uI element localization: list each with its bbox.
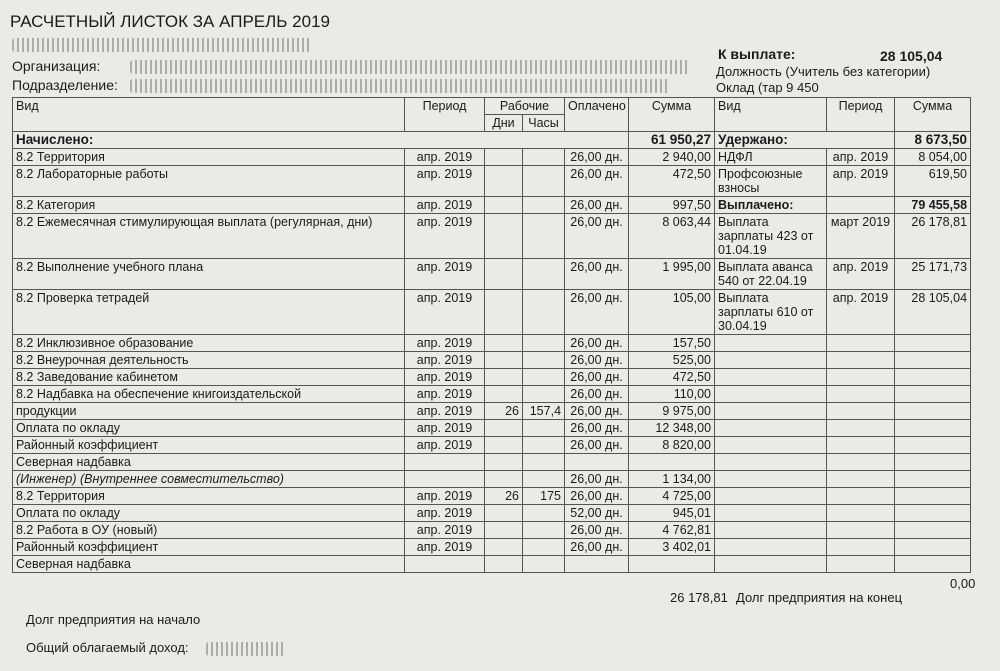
row-paid: 26,00 дн. bbox=[565, 259, 629, 290]
row-period: апр. 2019 bbox=[405, 259, 485, 290]
right-row-empty bbox=[827, 197, 895, 214]
col-sum: Сумма bbox=[629, 98, 715, 132]
right-row-empty bbox=[895, 522, 971, 539]
payslip-title: РАСЧЕТНЫЙ ЛИСТОК ЗА АПРЕЛЬ 2019 bbox=[10, 12, 330, 31]
row-days bbox=[485, 505, 523, 522]
right-row-sum: 28 105,04 bbox=[895, 290, 971, 335]
row-name: 8.2 Территория bbox=[13, 149, 405, 166]
row-hours bbox=[523, 149, 565, 166]
row-hours bbox=[523, 539, 565, 556]
row-hours bbox=[523, 454, 565, 471]
row-hours bbox=[523, 505, 565, 522]
right-row-empty bbox=[895, 352, 971, 369]
debt-start-label: Долг предприятия на начало bbox=[26, 612, 201, 627]
row-days bbox=[485, 214, 523, 259]
totals-row bbox=[13, 132, 971, 149]
right-row-empty bbox=[895, 369, 971, 386]
right-row-empty bbox=[715, 488, 827, 505]
table-row bbox=[13, 335, 971, 352]
redacted-org bbox=[130, 60, 690, 74]
table-row bbox=[13, 420, 971, 437]
row-paid: 26,00 дн. bbox=[565, 149, 629, 166]
right-row-sum: 79 455,58 bbox=[895, 197, 971, 214]
row-name: Северная надбавка bbox=[13, 556, 405, 573]
row-paid: 26,00 дн. bbox=[565, 471, 629, 488]
right-row-name: НДФЛ bbox=[715, 149, 827, 166]
row-name: 8.2 Территория bbox=[13, 488, 405, 505]
row-name: (Инженер) (Внутреннее совместительство) bbox=[13, 471, 405, 488]
col-days: Дни bbox=[485, 115, 523, 132]
row-sum: 945,01 bbox=[629, 505, 715, 522]
row-hours bbox=[523, 214, 565, 259]
withheld-label: Удержано: bbox=[715, 132, 895, 149]
row-name: 8.2 Внеурочная деятельность bbox=[13, 352, 405, 369]
row-name: Северная надбавка bbox=[13, 454, 405, 471]
row-name: Оплата по окладу bbox=[13, 420, 405, 437]
table-row bbox=[13, 505, 971, 522]
row-days bbox=[485, 437, 523, 454]
table-row bbox=[13, 197, 971, 214]
row-days bbox=[485, 352, 523, 369]
taxable-label: Общий облагаемый доход: bbox=[26, 640, 189, 655]
row-period bbox=[405, 454, 485, 471]
right-row-empty bbox=[827, 471, 895, 488]
row-hours bbox=[523, 386, 565, 403]
row-name: продукции bbox=[13, 403, 405, 420]
position-text: Должность (Учитель без категории) bbox=[716, 64, 931, 79]
row-paid: 26,00 дн. bbox=[565, 420, 629, 437]
row-days bbox=[485, 539, 523, 556]
row-period: апр. 2019 bbox=[405, 522, 485, 539]
row-sum: 110,00 bbox=[629, 386, 715, 403]
right-row-sum: 26 178,81 bbox=[895, 214, 971, 259]
accrued-total: 61 950,27 bbox=[629, 132, 715, 149]
row-period: апр. 2019 bbox=[405, 290, 485, 335]
row-days bbox=[485, 166, 523, 197]
row-sum: 2 940,00 bbox=[629, 149, 715, 166]
row-hours bbox=[523, 556, 565, 573]
row-sum: 1 995,00 bbox=[629, 259, 715, 290]
row-sum: 8 063,44 bbox=[629, 214, 715, 259]
row-paid: 52,00 дн. bbox=[565, 505, 629, 522]
table-row bbox=[13, 403, 971, 420]
row-hours bbox=[523, 420, 565, 437]
right-row-empty bbox=[895, 539, 971, 556]
row-period bbox=[405, 471, 485, 488]
table-row bbox=[13, 259, 971, 290]
row-days bbox=[485, 556, 523, 573]
row-name: Оплата по окладу bbox=[13, 505, 405, 522]
row-days bbox=[485, 420, 523, 437]
row-period: апр. 2019 bbox=[405, 149, 485, 166]
right-row-empty bbox=[895, 420, 971, 437]
row-period: апр. 2019 bbox=[405, 420, 485, 437]
right-row-period: апр. 2019 bbox=[827, 166, 895, 197]
right-row-empty bbox=[827, 352, 895, 369]
table-row bbox=[13, 454, 971, 471]
right-row-empty bbox=[715, 522, 827, 539]
right-row-empty bbox=[715, 420, 827, 437]
row-sum: 3 402,01 bbox=[629, 539, 715, 556]
right-row-empty bbox=[715, 369, 827, 386]
table-row bbox=[13, 522, 971, 539]
row-period bbox=[405, 556, 485, 573]
row-paid: 26,00 дн. bbox=[565, 197, 629, 214]
col-working: Рабочие bbox=[485, 98, 565, 115]
row-hours bbox=[523, 259, 565, 290]
row-sum: 997,50 bbox=[629, 197, 715, 214]
right-row-empty bbox=[715, 454, 827, 471]
right-row-empty bbox=[827, 420, 895, 437]
row-days bbox=[485, 335, 523, 352]
row-sum: 12 348,00 bbox=[629, 420, 715, 437]
row-sum: 4 762,81 bbox=[629, 522, 715, 539]
row-days bbox=[485, 259, 523, 290]
row-hours bbox=[523, 197, 565, 214]
right-row-name: Профсоюзные взносы bbox=[715, 166, 827, 197]
table-row bbox=[13, 214, 971, 259]
row-days bbox=[485, 290, 523, 335]
row-name: 8.2 Инклюзивное образование bbox=[13, 335, 405, 352]
row-days: 26 bbox=[485, 488, 523, 505]
row-period: апр. 2019 bbox=[405, 403, 485, 420]
row-paid: 26,00 дн. bbox=[565, 386, 629, 403]
row-paid: 26,00 дн. bbox=[565, 437, 629, 454]
row-name: 8.2 Категория bbox=[13, 197, 405, 214]
redacted-taxable bbox=[206, 642, 286, 656]
col-vid-right: Вид bbox=[715, 98, 827, 132]
table-row bbox=[13, 369, 971, 386]
right-row-empty bbox=[715, 386, 827, 403]
row-paid: 26,00 дн. bbox=[565, 369, 629, 386]
table-row bbox=[13, 437, 971, 454]
right-row-period: апр. 2019 bbox=[827, 290, 895, 335]
row-hours bbox=[523, 471, 565, 488]
right-row-empty bbox=[827, 505, 895, 522]
row-sum: 525,00 bbox=[629, 352, 715, 369]
row-period: апр. 2019 bbox=[405, 166, 485, 197]
table-row bbox=[13, 539, 971, 556]
row-days bbox=[485, 369, 523, 386]
row-period: апр. 2019 bbox=[405, 488, 485, 505]
withheld-total: 8 673,50 bbox=[895, 132, 971, 149]
debt-end-label: Долг предприятия на конец bbox=[736, 590, 903, 605]
row-period: апр. 2019 bbox=[405, 505, 485, 522]
right-row-empty bbox=[715, 403, 827, 420]
row-days bbox=[485, 454, 523, 471]
debt-end-value: 0,00 bbox=[950, 576, 976, 591]
right-row-empty bbox=[827, 335, 895, 352]
row-paid: 26,00 дн. bbox=[565, 290, 629, 335]
right-row-empty bbox=[715, 352, 827, 369]
col-paid: Оплачено bbox=[565, 98, 629, 132]
row-sum: 472,50 bbox=[629, 369, 715, 386]
row-sum bbox=[629, 454, 715, 471]
row-period: апр. 2019 bbox=[405, 335, 485, 352]
row-sum bbox=[629, 556, 715, 573]
redacted-dept bbox=[130, 79, 670, 93]
row-hours bbox=[523, 290, 565, 335]
right-row-empty bbox=[715, 437, 827, 454]
right-row-empty bbox=[827, 369, 895, 386]
row-period: апр. 2019 bbox=[405, 214, 485, 259]
row-hours bbox=[523, 335, 565, 352]
table-row bbox=[13, 471, 971, 488]
table-row bbox=[13, 352, 971, 369]
row-sum: 157,50 bbox=[629, 335, 715, 352]
org-label: Организация: bbox=[12, 58, 101, 74]
right-row-empty bbox=[827, 556, 895, 573]
row-hours: 157,4 bbox=[523, 403, 565, 420]
row-paid: 26,00 дн. bbox=[565, 522, 629, 539]
col-sum-right: Сумма bbox=[895, 98, 971, 132]
payout-value: 28 105,04 bbox=[880, 48, 943, 64]
col-vid: Вид bbox=[13, 98, 405, 132]
row-period: апр. 2019 bbox=[405, 352, 485, 369]
row-hours: 175 bbox=[523, 488, 565, 505]
right-row-empty bbox=[827, 437, 895, 454]
row-sum: 1 134,00 bbox=[629, 471, 715, 488]
row-paid: 26,00 дн. bbox=[565, 539, 629, 556]
row-name: 8.2 Выполнение учебного плана bbox=[13, 259, 405, 290]
accrued-label: Начислено: bbox=[13, 132, 629, 149]
right-row-empty bbox=[895, 505, 971, 522]
right-row-empty bbox=[827, 539, 895, 556]
row-sum: 105,00 bbox=[629, 290, 715, 335]
row-name: 8.2 Надбавка на обеспечение книгоиздательской bbox=[13, 386, 405, 403]
row-period: апр. 2019 bbox=[405, 539, 485, 556]
row-days bbox=[485, 522, 523, 539]
right-row-empty bbox=[895, 454, 971, 471]
row-sum: 4 725,00 bbox=[629, 488, 715, 505]
table-row bbox=[13, 149, 971, 166]
row-days bbox=[485, 197, 523, 214]
right-row-name: Выплата зарплаты 610 от 30.04.19 bbox=[715, 290, 827, 335]
right-row-empty bbox=[715, 471, 827, 488]
row-period: апр. 2019 bbox=[405, 386, 485, 403]
table-row bbox=[13, 386, 971, 403]
row-hours bbox=[523, 166, 565, 197]
row-name: 8.2 Работа в ОУ (новый) bbox=[13, 522, 405, 539]
row-period: апр. 2019 bbox=[405, 197, 485, 214]
row-paid: 26,00 дн. bbox=[565, 335, 629, 352]
right-row-name: Выплата зарплаты 423 от 01.04.19 bbox=[715, 214, 827, 259]
row-name: 8.2 Ежемесячная стимулирующая выплата (регулярная, дни) bbox=[13, 214, 405, 259]
right-row-empty bbox=[827, 403, 895, 420]
row-hours bbox=[523, 352, 565, 369]
rows-body bbox=[13, 149, 971, 573]
right-row-empty bbox=[827, 488, 895, 505]
debt-start-value: 26 178,81 bbox=[670, 590, 728, 605]
row-paid: 26,00 дн. bbox=[565, 488, 629, 505]
row-name: Районный коэффициент bbox=[13, 539, 405, 556]
dept-label: Подразделение: bbox=[12, 77, 118, 93]
row-paid: 26,00 дн. bbox=[565, 352, 629, 369]
table-row bbox=[13, 488, 971, 505]
right-row-empty bbox=[895, 471, 971, 488]
col-period-right: Период bbox=[827, 98, 895, 132]
table-header-row bbox=[13, 98, 971, 115]
right-row-period: апр. 2019 bbox=[827, 149, 895, 166]
row-period: апр. 2019 bbox=[405, 369, 485, 386]
row-name: Районный коэффициент bbox=[13, 437, 405, 454]
right-row-empty bbox=[895, 556, 971, 573]
right-row-empty bbox=[715, 539, 827, 556]
col-period: Период bbox=[405, 98, 485, 132]
row-sum: 9 975,00 bbox=[629, 403, 715, 420]
row-name: 8.2 Проверка тетрадей bbox=[13, 290, 405, 335]
row-days bbox=[485, 471, 523, 488]
right-row-empty bbox=[895, 386, 971, 403]
right-row-empty bbox=[715, 335, 827, 352]
row-hours bbox=[523, 437, 565, 454]
row-paid bbox=[565, 454, 629, 471]
row-name: 8.2 Лабораторные работы bbox=[13, 166, 405, 197]
row-sum: 472,50 bbox=[629, 166, 715, 197]
row-days bbox=[485, 386, 523, 403]
row-hours bbox=[523, 369, 565, 386]
right-row-empty bbox=[827, 454, 895, 471]
right-row-empty bbox=[715, 556, 827, 573]
table-row bbox=[13, 290, 971, 335]
row-paid: 26,00 дн. bbox=[565, 166, 629, 197]
right-row-name: Выплачено: bbox=[715, 197, 827, 214]
table-row bbox=[13, 166, 971, 197]
redacted-name bbox=[12, 38, 312, 52]
right-row-empty bbox=[895, 488, 971, 505]
payslip-table bbox=[12, 97, 971, 573]
row-days bbox=[485, 149, 523, 166]
right-row-empty bbox=[715, 505, 827, 522]
right-row-name: Выплата аванса 540 от 22.04.19 bbox=[715, 259, 827, 290]
right-row-period: март 2019 bbox=[827, 214, 895, 259]
row-paid bbox=[565, 556, 629, 573]
row-period: апр. 2019 bbox=[405, 437, 485, 454]
right-row-empty bbox=[827, 522, 895, 539]
row-sum: 8 820,00 bbox=[629, 437, 715, 454]
right-row-sum: 8 054,00 bbox=[895, 149, 971, 166]
col-hours: Часы bbox=[523, 115, 565, 132]
row-days: 26 bbox=[485, 403, 523, 420]
row-name: 8.2 Заведование кабинетом bbox=[13, 369, 405, 386]
right-row-empty bbox=[895, 403, 971, 420]
table-row bbox=[13, 556, 971, 573]
right-row-empty bbox=[827, 386, 895, 403]
row-paid: 26,00 дн. bbox=[565, 403, 629, 420]
row-hours bbox=[523, 522, 565, 539]
salary-text: Оклад (тар 9 450 bbox=[716, 80, 819, 95]
right-row-sum: 619,50 bbox=[895, 166, 971, 197]
payout-label: К выплате: bbox=[718, 46, 796, 62]
row-paid: 26,00 дн. bbox=[565, 214, 629, 259]
right-row-empty bbox=[895, 437, 971, 454]
right-row-period: апр. 2019 bbox=[827, 259, 895, 290]
right-row-sum: 25 171,73 bbox=[895, 259, 971, 290]
right-row-empty bbox=[895, 335, 971, 352]
